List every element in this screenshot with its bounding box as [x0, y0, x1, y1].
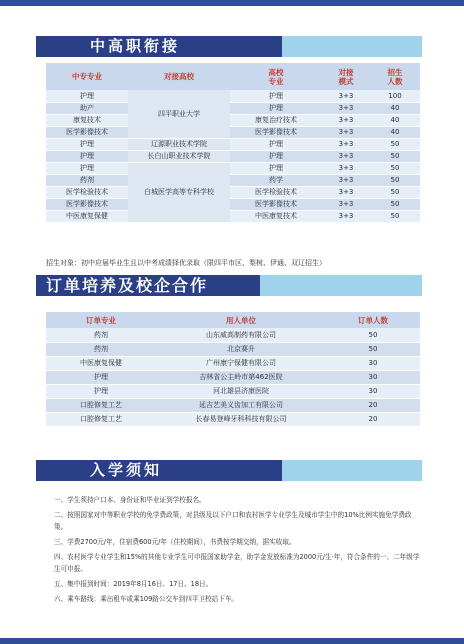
table-cell: 医学检验技术: [46, 186, 128, 198]
table-cell: 长春易登峰牙科科技有限公司: [156, 412, 326, 426]
table-cell: 医学影像技术: [230, 198, 322, 210]
table-cell: 北京赛升: [156, 342, 326, 356]
table-cell: 50: [326, 328, 420, 342]
table-cell: 3+3: [322, 198, 370, 210]
section-header-accent: [282, 460, 422, 481]
table-cell: 100: [370, 90, 420, 102]
order-training-table: [46, 312, 420, 427]
table-row: [46, 328, 420, 342]
table-cell: 50: [370, 162, 420, 174]
table-cell: 3+3: [322, 210, 370, 222]
table-row: [46, 90, 420, 102]
table-row: [46, 384, 420, 398]
table-cell: 30: [326, 384, 420, 398]
table-cell: 护理: [46, 150, 128, 162]
table-cell: 医学影像技术: [46, 198, 128, 210]
table-cell: 药剂: [46, 342, 156, 356]
table-cell: 广州康宁保健有限公司: [156, 356, 326, 370]
notice-item: 二、按照国家对中等职业学校的免学费政策，对县级及以下户口和农村医学专业学生及城市学生中的10%比例实施免学费政策。: [54, 511, 412, 531]
table-row: [46, 210, 420, 222]
table-row: [46, 198, 420, 210]
table-row: [46, 126, 420, 138]
table-cell: 医学影像技术: [230, 126, 322, 138]
table-cell: 延吉艺美义齿加工有限公司: [156, 398, 326, 412]
table-cell: 中医康复技术: [230, 210, 322, 222]
section-title: 入学须知: [36, 460, 282, 481]
table-cell: 40: [370, 114, 420, 126]
table-cell: 30: [326, 356, 420, 370]
table-cell: 护理: [230, 90, 322, 102]
table-cell: 3+3: [322, 114, 370, 126]
table-cell: 50: [370, 174, 420, 186]
table-row: [46, 174, 420, 186]
table-cell: 山东威高制药有限公司: [156, 328, 326, 342]
table-cell: 50: [326, 342, 420, 356]
table-cell: 3+3: [322, 90, 370, 102]
bottom-border-bar: [0, 638, 464, 644]
table-cell: 50: [370, 210, 420, 222]
header-cell: 订单人数: [358, 315, 388, 325]
table-cell: 药剂: [46, 174, 128, 186]
table-row: [46, 370, 420, 384]
school-cell: 白城医学高等专科学校: [128, 162, 230, 222]
table-cell: 医学影像技术: [46, 126, 128, 138]
table-cell: 3+3: [322, 138, 370, 150]
table-cell: 护理: [46, 162, 128, 174]
table-cell: 口腔修复工艺: [46, 398, 156, 412]
header-cell: 订单专业: [86, 315, 116, 325]
table-row: [46, 412, 420, 426]
school-cell: 四平职业大学: [128, 90, 230, 138]
header-cell: 高校专业: [268, 67, 284, 86]
table-cell: 护理: [230, 162, 322, 174]
header-cell: 对接高校: [164, 72, 194, 81]
notice-item: 三、学费2700元/年，住宿费600元/年（住校期间），书费按学期交纳，据实收取。: [54, 538, 296, 546]
table-cell: 50: [370, 138, 420, 150]
table-cell: 50: [370, 150, 420, 162]
table-cell: 3+3: [322, 150, 370, 162]
section-header-articulation: [36, 36, 422, 57]
notice-item: 六、乘车路线：乘出租车或乘109路公交车到四平卫校站下车。: [54, 595, 239, 603]
table-cell: 吉林省公主岭市第462医院: [156, 370, 326, 384]
table-cell: 护理: [46, 90, 128, 102]
table-cell: 助产: [46, 102, 128, 114]
school-cell: 辽源职业技术学院: [128, 138, 230, 150]
section-header-accent: [260, 275, 422, 296]
table-cell: 中医康复保健: [46, 210, 128, 222]
table-cell: 50: [370, 186, 420, 198]
table-cell: 20: [326, 412, 420, 426]
table-row: [46, 398, 420, 412]
table-cell: 3+3: [322, 162, 370, 174]
table-cell: 康复技术: [46, 114, 128, 126]
notice-item: 一、学生须持户口本、身份证和毕业证到学校报名。: [54, 496, 206, 504]
table-cell: 3+3: [322, 102, 370, 114]
header-cell: 中专专业: [72, 72, 102, 81]
section-title: 中高职衔接: [36, 36, 282, 57]
table-cell: 护理: [230, 102, 322, 114]
header-cell: 招生人数: [387, 67, 403, 86]
table-cell: 30: [326, 370, 420, 384]
section-header-order-training: [36, 275, 422, 296]
table-cell: 护理: [230, 138, 322, 150]
table-cell: 医学检验技术: [230, 186, 322, 198]
table-cell: 护理: [46, 384, 156, 398]
section-title: 订单培养及校企合作: [36, 275, 260, 296]
table-cell: 50: [370, 198, 420, 210]
header-cell: 对接模式: [338, 67, 354, 86]
table-row: [46, 356, 420, 370]
table-cell: 中医康复保健: [46, 356, 156, 370]
table-cell: 3+3: [322, 126, 370, 138]
table-cell: 护理: [46, 370, 156, 384]
section-header-accent: [282, 36, 422, 57]
notice-item: 五、集中报到时间：2019年8月16日、17日、18日。: [54, 580, 213, 588]
table-cell: 药学: [230, 174, 322, 186]
table-row: [46, 186, 420, 198]
table-row: [46, 138, 420, 150]
section-header-admission-notice: [36, 460, 422, 481]
table-cell: 口腔修复工艺: [46, 412, 156, 426]
table-cell: 3+3: [322, 186, 370, 198]
table-cell: 护理: [230, 150, 322, 162]
table-row: [46, 342, 420, 356]
table-cell: 河北雄县济康医院: [156, 384, 326, 398]
table-row: [46, 102, 420, 114]
table-row: [46, 150, 420, 162]
header-cell: 用人单位: [226, 315, 256, 325]
table-cell: 康复治疗技术: [230, 114, 322, 126]
table-cell: 40: [370, 102, 420, 114]
table-cell: 3+3: [322, 174, 370, 186]
enrollment-note: 招生对象：初中应届毕业生且以中考成绩择优录取（限四平市区、梨树、伊通、双辽招生）: [46, 259, 326, 267]
table-cell: 护理: [46, 138, 128, 150]
table-cell: 20: [326, 398, 420, 412]
top-border-bar: [0, 0, 464, 6]
table-cell: 40: [370, 126, 420, 138]
school-cell: 长白山职业技术学院: [128, 150, 230, 162]
table-row: [46, 162, 420, 174]
articulation-table: [46, 63, 420, 223]
table-cell: 药剂: [46, 328, 156, 342]
notice-item: 四、农村医学专业学生和15%的其他专业学生可申报国家助学金，助学金发放标准为2000元/生·年，符合条件的一、二年级学生可申报。: [54, 553, 420, 573]
table-row: [46, 114, 420, 126]
admission-notice-list: [54, 494, 420, 608]
